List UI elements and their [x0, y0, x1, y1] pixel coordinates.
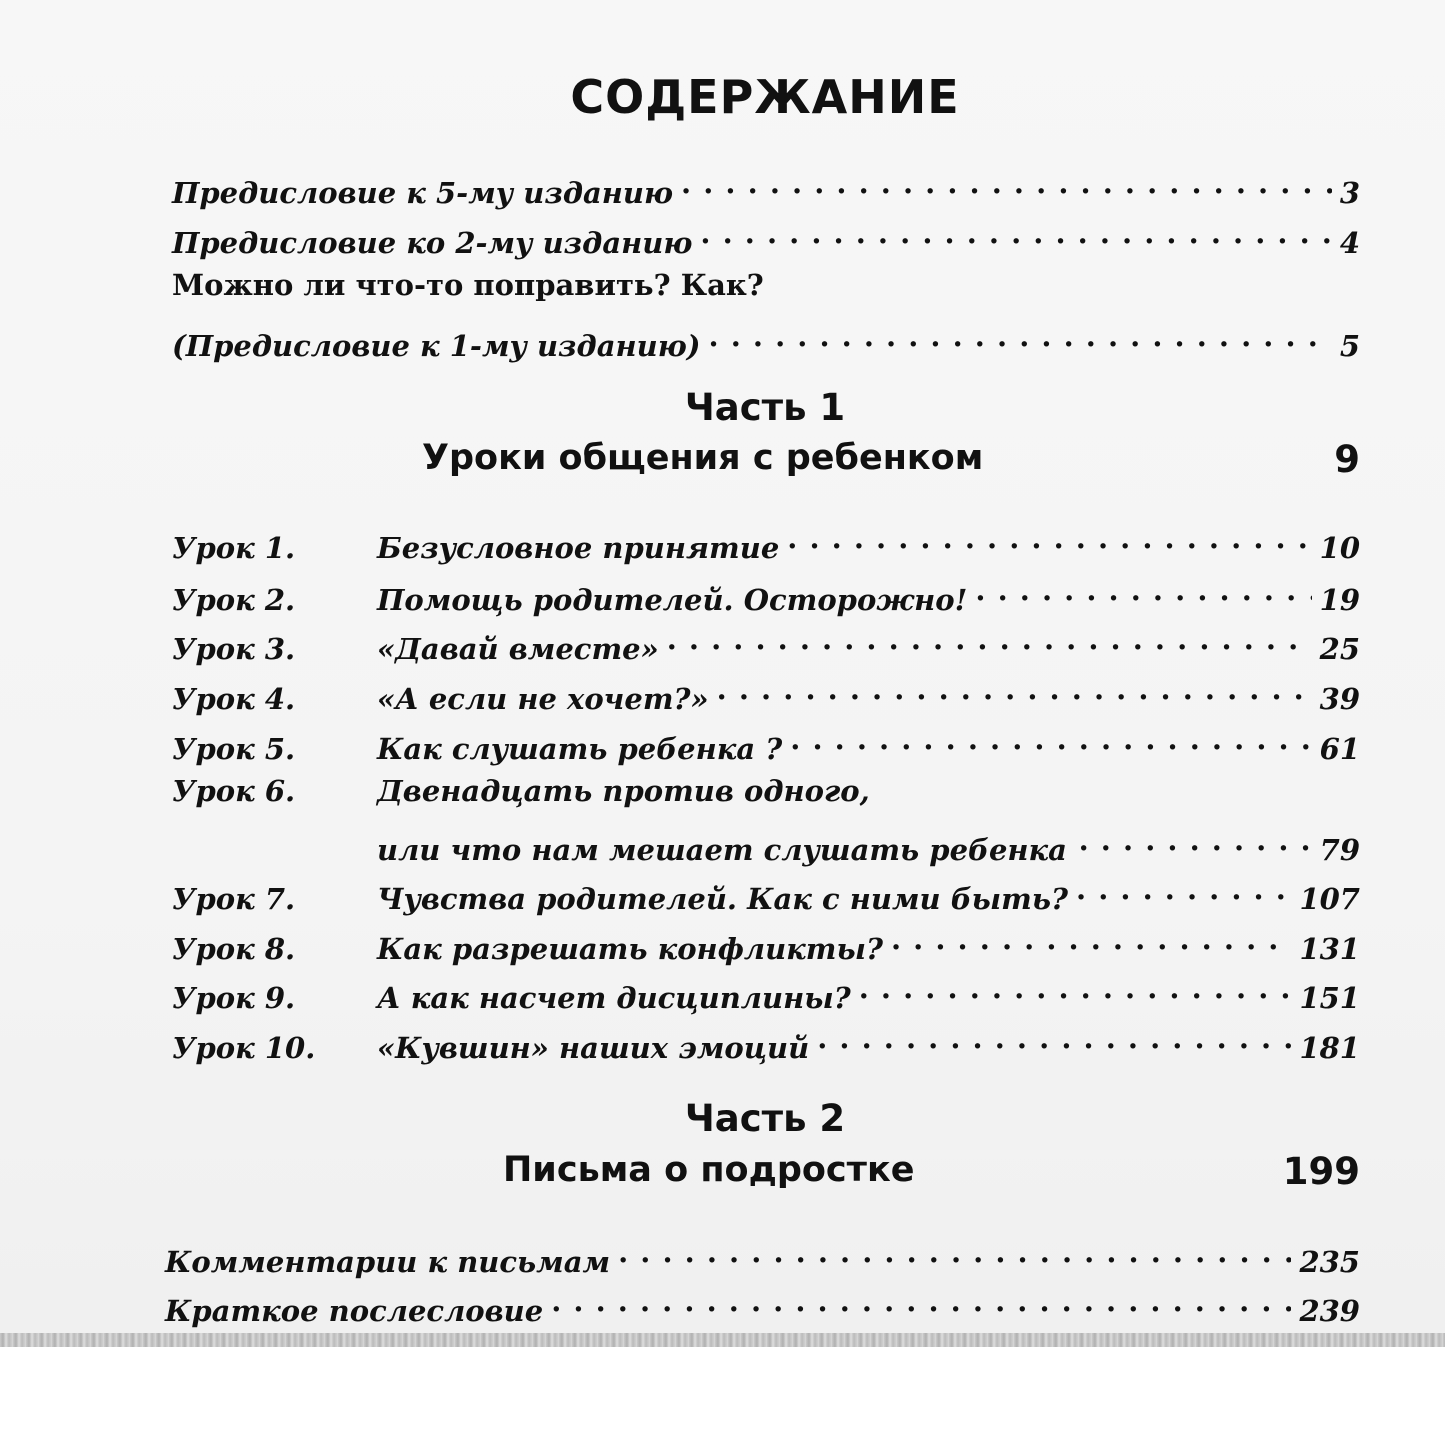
- toc-lesson-6: [172, 771, 1360, 811]
- lesson-page: 61: [1319, 732, 1360, 766]
- toc-lesson-4: [172, 669, 1360, 716]
- dot-leader: [681, 163, 1332, 203]
- toc-lesson-3: [172, 619, 1360, 666]
- lesson-number: Урок 6.: [172, 774, 296, 808]
- part1-page: 9: [1334, 438, 1360, 481]
- lesson-page: 79: [1319, 833, 1360, 867]
- dot-leader: [891, 919, 1291, 959]
- toc-lesson-9: [172, 968, 1360, 1015]
- lesson-number: Урок 2.: [172, 583, 296, 617]
- lesson-number: Урок 3.: [172, 632, 296, 666]
- lesson-title: «Кувшин» наших эмоций: [377, 1031, 810, 1065]
- dot-leader: [709, 316, 1332, 356]
- dot-leader: [618, 1232, 1291, 1272]
- part2-page: 199: [1282, 1150, 1360, 1193]
- dot-leader: [790, 719, 1311, 759]
- toc-lesson-6-continued: [377, 820, 1360, 867]
- lesson-page: 25: [1319, 632, 1360, 666]
- lesson-page: 181: [1299, 1031, 1360, 1065]
- toc-entry-page: 239: [1299, 1294, 1360, 1328]
- dot-leader: [700, 213, 1331, 253]
- lesson-title: Безусловное принятие: [377, 531, 780, 565]
- lesson-title: «Давай вместе»: [377, 632, 659, 666]
- lesson-title-continued: или что нам мешает слушать ребенка: [377, 833, 1067, 867]
- lesson-number: Урок 5.: [172, 732, 296, 766]
- toc-lesson-1: [172, 518, 1360, 565]
- part1-title: Уроки общения с ребенком: [422, 438, 984, 478]
- part2-title: Письма о подростке: [503, 1150, 915, 1190]
- lesson-number: Урок 9.: [172, 981, 296, 1015]
- toc-lesson-2: [172, 570, 1360, 617]
- lesson-number: Урок 4.: [172, 682, 296, 716]
- toc-entry-title: Предисловие к 5-му изданию: [172, 176, 674, 210]
- dot-leader: [1075, 820, 1312, 860]
- lesson-title: Как разрешать конфликты?: [377, 932, 883, 966]
- dot-leader: [1076, 869, 1291, 909]
- dot-leader: [787, 518, 1311, 558]
- lesson-number: Урок 10.: [172, 1031, 316, 1065]
- toc-lesson-7: [172, 869, 1360, 916]
- toc-entry-title: Краткое послесловие: [165, 1294, 544, 1328]
- part1-label: Часть 1: [684, 386, 846, 429]
- lesson-title: Чувства родителей. Как с ними быть?: [377, 882, 1068, 916]
- lesson-title: Помощь родителей. Осторожно!: [377, 583, 968, 617]
- part2-label: Часть 2: [684, 1097, 846, 1140]
- lesson-number: Урок 8.: [172, 932, 296, 966]
- lesson-number: Урок 7.: [172, 882, 296, 916]
- dot-leader: [817, 1018, 1291, 1058]
- toc-entry-preface-2: [172, 213, 1360, 260]
- toc-lesson-8: [172, 919, 1360, 966]
- lesson-title: Двенадцать против одного,: [377, 774, 870, 808]
- lesson-page: 151: [1299, 981, 1360, 1015]
- lesson-title: А как насчет дисциплины?: [377, 981, 851, 1015]
- toc-entry-page: 5: [1339, 329, 1360, 363]
- toc-entry-title: (Предисловие к 1-му изданию): [172, 329, 701, 363]
- toc-entry-page: 4: [1339, 226, 1360, 260]
- page-title: СОДЕРЖАНИЕ: [570, 70, 960, 124]
- page-edge: [0, 1333, 1445, 1347]
- toc-lesson-10: [172, 1018, 1360, 1065]
- lesson-title: Как слушать ребенка ?: [377, 732, 783, 766]
- lesson-page: 131: [1299, 932, 1360, 966]
- lesson-page: 39: [1319, 682, 1360, 716]
- lesson-page: 10: [1319, 531, 1360, 565]
- toc-entry-preface-1-line1: Можно ли что-то поправить? Как?: [172, 268, 764, 302]
- toc-entry-title: Предисловие ко 2-му изданию: [172, 226, 693, 260]
- toc-lesson-5: [172, 719, 1360, 766]
- toc-entry-preface-1: [172, 316, 1360, 363]
- toc-entry-page: 3: [1339, 176, 1360, 210]
- toc-entry-page: 235: [1299, 1245, 1360, 1279]
- dot-leader: [667, 619, 1312, 659]
- dot-leader: [551, 1281, 1291, 1321]
- toc-entry-comments: [165, 1232, 1360, 1279]
- lesson-title: «А если не хочет?»: [377, 682, 709, 716]
- page-margin: [0, 1347, 1445, 1445]
- toc-entry-preface-5: [172, 163, 1360, 210]
- dot-leader: [859, 968, 1292, 1008]
- toc-entry-afterword: [165, 1281, 1360, 1328]
- toc-entry-title: Комментарии к письмам: [165, 1245, 611, 1279]
- dot-leader: [717, 669, 1312, 709]
- dot-leader: [975, 570, 1311, 610]
- lesson-page: 107: [1299, 882, 1360, 916]
- lesson-number: Урок 1.: [172, 531, 296, 565]
- lesson-page: 19: [1319, 583, 1360, 617]
